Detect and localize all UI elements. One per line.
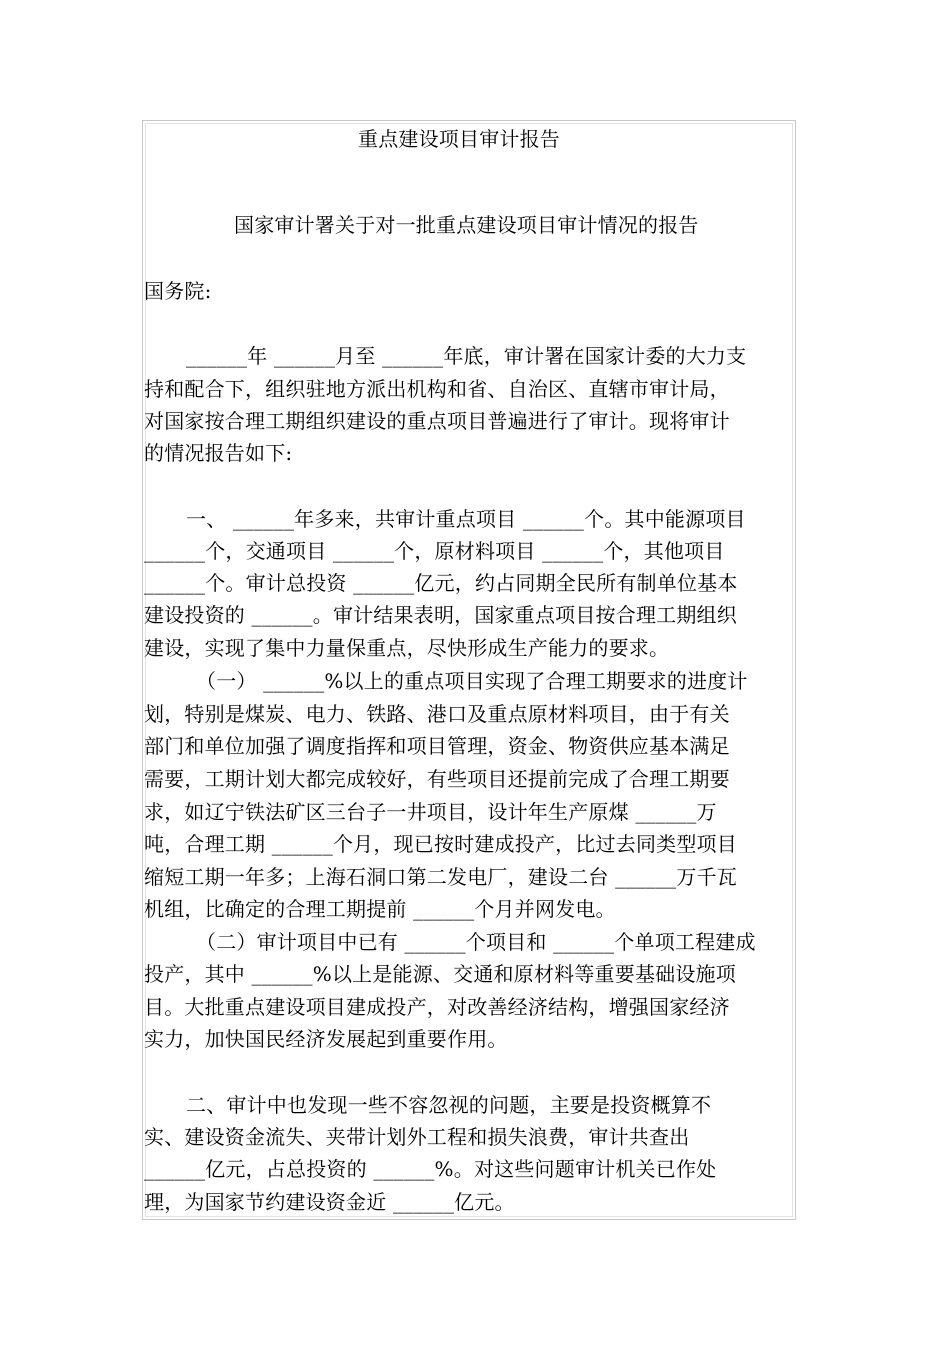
section1-sub1-line: 缩短工期一年多；上海石洞口第二发电厂，建设二台 ______万千瓦 xyxy=(144,865,737,889)
section1-sub2-line: 实力，加快国民经济发展起到重要作用。 xyxy=(144,1027,508,1051)
intro-line: 的情况报告如下: xyxy=(144,441,293,465)
salutation: 国务院: xyxy=(144,279,212,303)
intro-line: 对国家按合理工期组织建设的重点项目普遍进行了审计。现将审计 xyxy=(144,409,730,433)
section1-sub2-line: （二）审计项目中已有 ______个项目和 ______个单项工程建成 xyxy=(196,930,756,954)
section1-sub1-line: 需要，工期计划大都完成较好，有些项目还提前完成了合理工期要 xyxy=(144,767,730,791)
section1-sub2-line: 投产，其中 ______%以上是能源、交通和原材料等重要基础设施项 xyxy=(144,962,736,986)
intro-line: 持和配合下，组织驻地方派出机构和省、自治区、直辖市审计局， xyxy=(144,377,730,401)
intro-line: ______年 ______月至 ______年底，审计署在国家计委的大力支 xyxy=(186,344,747,368)
section2-line: 二、审计中也发现一些不容忽视的问题，主要是投资概算不 xyxy=(186,1093,712,1117)
section1-line: ______个，交通项目 ______个，原材料项目 ______个，其他项目 xyxy=(144,539,725,563)
section1-line: 一、 ______年多来，共审计重点项目 ______个。其中能源项目 xyxy=(186,507,746,531)
section1-line: ______个。审计总投资 ______亿元，约占同期全民所有制单位基本 xyxy=(144,571,738,595)
section1-line: 建设投资的 ______。审计结果表明，国家重点项目按合理工期组织 xyxy=(144,603,737,627)
section1-sub1-line: 吨，合理工期 ______个月，现已按时建成投产，比过去同类型项目 xyxy=(144,832,737,856)
section1-sub1-line: 划，特别是煤炭、电力、铁路、港口及重点原材料项目，由于有关 xyxy=(144,702,730,726)
section1-sub1-line: （一） ______%以上的重点项目实现了合理工期要求的进度计 xyxy=(196,669,748,693)
section1-sub2-line: 目。大批重点建设项目建成投产，对改善经济结构，增强国家经济 xyxy=(144,995,730,1019)
section1-sub1-line: 部门和单位加强了调度指挥和项目管理，资金、物资供应基本满足 xyxy=(144,734,730,758)
report-subtitle: 国家审计署关于对一批重点建设项目审计情况的报告 xyxy=(234,213,699,237)
section2-line: ______亿元，占总投资的 ______%。对这些问题审计机关已作处 xyxy=(144,1157,717,1181)
section1-sub1-line: 机组，比确定的合理工期提前 ______个月并网发电。 xyxy=(144,897,616,921)
document-title: 重点建设项目审计报告 xyxy=(358,127,560,151)
section2-line: 实、建设资金流失、夹带计划外工程和损失浪费，审计共查出 xyxy=(144,1125,690,1149)
section1-line: 建设，实现了集中力量保重点，尽快形成生产能力的要求。 xyxy=(144,636,670,660)
section1-sub1-line: 求，如辽宁铁法矿区三台子一井项目，设计年生产原煤 ______万 xyxy=(144,800,717,824)
section2-line: 理，为国家节约建设资金近 ______亿元。 xyxy=(144,1190,515,1214)
